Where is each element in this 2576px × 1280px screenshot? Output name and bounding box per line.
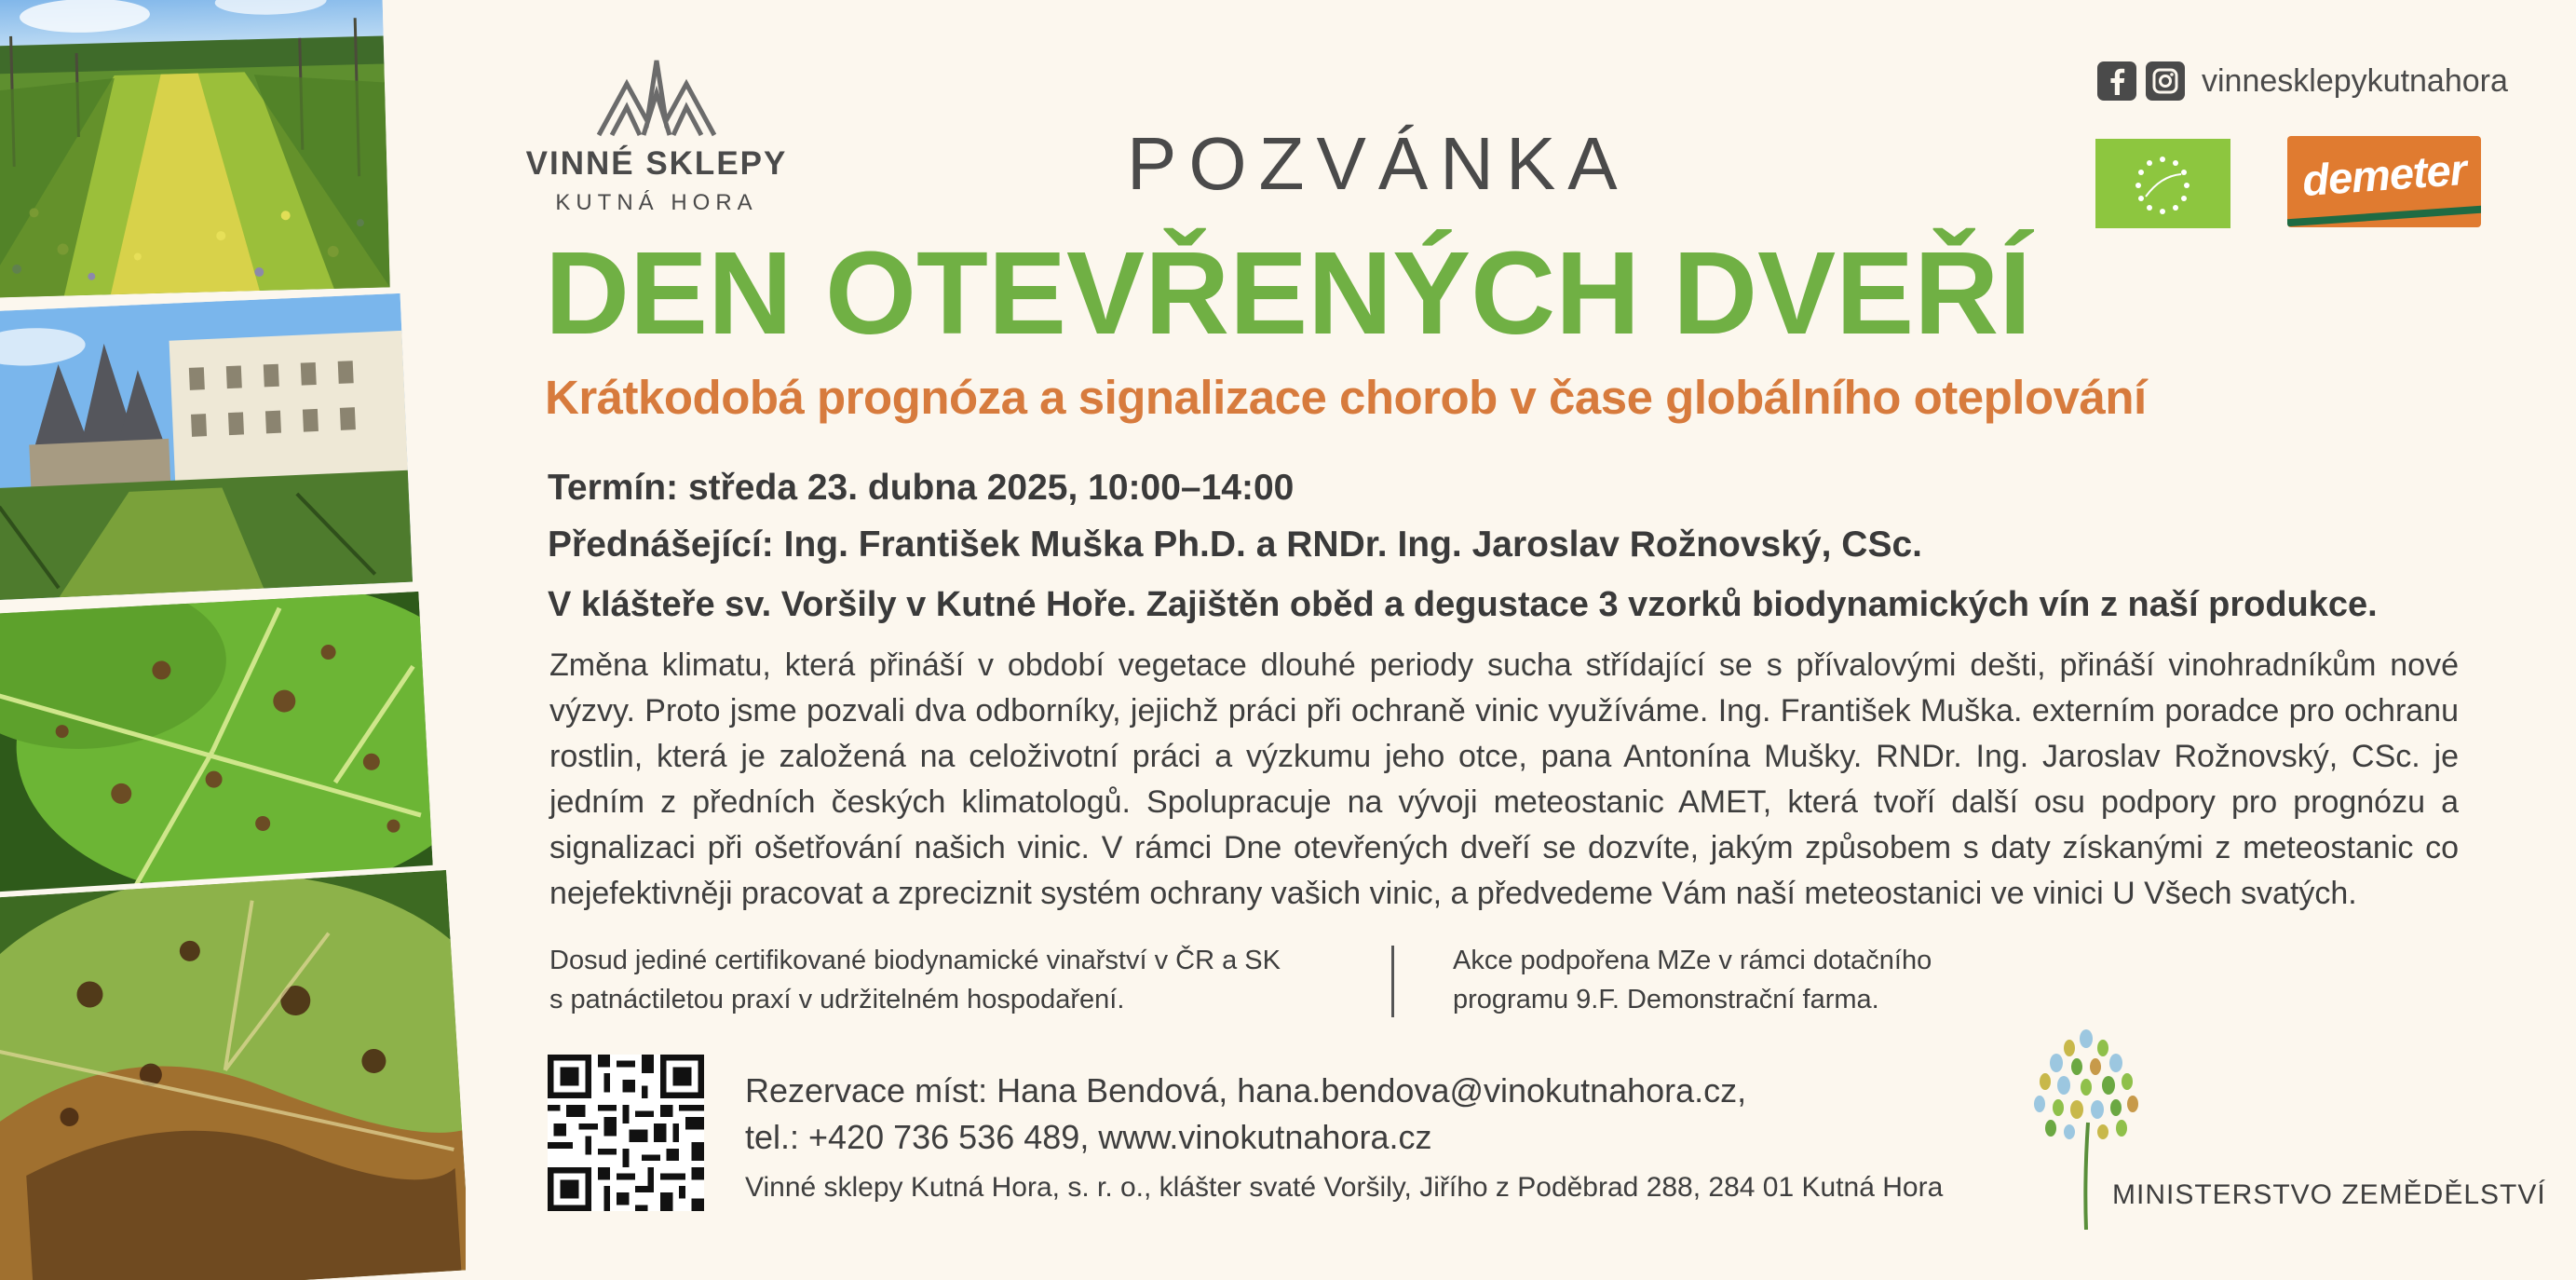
- social-links: [2097, 61, 2508, 101]
- certification-note-line-2: s patnáctiletou praxí v udržitelném hospodaření.: [549, 985, 1125, 1014]
- event-speakers: Přednášející: Ing. František Muška Ph.D. a RNDr. Ing. Jaroslav Rožnovský, CSc.: [548, 524, 1922, 565]
- page-title: DEN OTEVŘENÝCH DVEŘÍ: [545, 227, 2032, 359]
- company-address: Vinné sklepy Kutná Hora, s. r. o., klášter svaté Voršily, Jiřího z Poděbrad 288, 284 01 Kutná Hora: [745, 1172, 1944, 1203]
- instagram-icon[interactable]: [2146, 61, 2185, 101]
- phone-web-contact[interactable]: tel.: +420 736 536 489, www.vinokutnahora.cz: [745, 1118, 1432, 1156]
- brand-name: VINNÉ SKLEPY: [525, 145, 788, 182]
- page-subtitle: Krátkodobá prognóza a signalizace chorob v čase globálního oteplování: [545, 371, 2147, 424]
- diseased-vine-leaf-photo: [0, 592, 433, 894]
- damaged-vine-leaf-photo: [0, 870, 466, 1280]
- brand-place: KUTNÁ HORA: [555, 190, 758, 215]
- photo-strip: [0, 0, 466, 1280]
- facebook-icon[interactable]: [2097, 61, 2136, 101]
- funding-note-line-1: Akce podpořena MZe v rámci dotačního: [1453, 946, 1932, 975]
- invitation-kicker: POZVÁNKA: [1127, 122, 1630, 205]
- brand-logo: [512, 56, 801, 216]
- event-date: Termín: středa 23. dubna 2025, 10:00–14:00: [548, 468, 1295, 508]
- reservation-contact[interactable]: Rezervace míst: Hana Bendová, hana.bendova@vinokutnahora.cz,: [745, 1071, 1747, 1110]
- cathedral-vineyard-photo: [0, 293, 413, 601]
- event-venue: V klášteře sv. Voršily v Kutné Hoře. Zajištěn oběd a degustace 3 vzorků biodynamických vín z naší produkce.: [548, 585, 2378, 624]
- demeter-logo: [2287, 136, 2481, 227]
- event-description: Změna klimatu, která přináší v období vegetace dlouhé periody sucha střídající se s přívalovými dešti, přináší vinohradníkům nové výzvy. Proto jsme pozvali dva odborníky, jejichž práci při ochraně vinic využíváme. Ing. František Muška. externím poradce pro ochranu rostlin, která je založená na celoživotní práci a výzkumu jeho otce, pana Antonína Mušky. RNDr. Ing. Jaroslav Rožnovský, CSc. je jedním z předních českých klimatologů. Spolupracuje na vývoji meteostanic AMET, která tvoří další osu podpory pro prognózu a signalizaci při ošetřování našich vinic. V rámci Dne otevřených dveří se dozvíte, jakým způsobem s daty získanými z meteostanic co nejefektivněji pracovat a zpreciznit systém ochrany vašich vinic, a předvedeme Vám naší meteostanici ve vinici U Všech svatých.: [549, 647, 2459, 911]
- social-handle[interactable]: vinnesklepykutnahora: [2202, 62, 2508, 99]
- qr-code[interactable]: [548, 1055, 704, 1211]
- ministry-label: MINISTERSTVO ZEMĚDĚLSTVÍ: [2112, 1179, 2546, 1210]
- mountain-logo-icon: [591, 56, 722, 140]
- demeter-wordmark: demeter: [2300, 143, 2468, 206]
- funding-note: [1453, 941, 2105, 1019]
- funding-note-line-2: programu 9.F. Demonstrační farma.: [1453, 985, 1879, 1014]
- notes-divider: [1391, 946, 1394, 1017]
- qr-code-icon: [548, 1055, 704, 1211]
- eu-organic-leaf-icon: [2095, 139, 2230, 228]
- demeter-band: [2287, 206, 2481, 227]
- vineyard-rows-photo: [0, 0, 390, 298]
- certification-note-line-1: Dosud jediné certifikované biodynamické vinařství v ČR a SK: [549, 946, 1281, 975]
- certification-note: [549, 941, 1341, 1019]
